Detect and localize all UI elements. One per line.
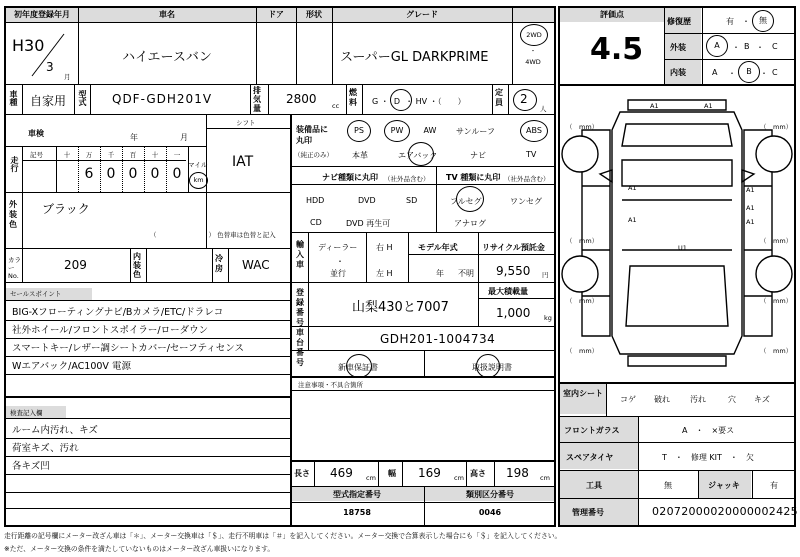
car-name-label: 車名 [78, 8, 256, 21]
inspection-label: 車検 [28, 129, 44, 138]
diagram-mark-4: A1 [628, 216, 637, 224]
inspection-year-unit: 年 [130, 133, 138, 142]
drive-4wd: 4WD [525, 58, 541, 66]
first-reg-label: 初年度登録年月 [6, 8, 78, 21]
navi-dvd: DVD [358, 196, 376, 205]
width-value: 169 [418, 466, 441, 480]
capacity-unit: 人 [540, 105, 547, 113]
seat-hole: 穴 [728, 395, 736, 404]
score-value: 4.5 [590, 32, 644, 67]
navi-sub: （社外品含む） [384, 175, 430, 183]
mileage-digit-3: 0 [128, 166, 138, 182]
spare-options: T ・ 修理 KIT ・ 欠 [662, 453, 754, 462]
interior-c: C [772, 68, 778, 77]
model-year-unit: 年 [436, 269, 444, 278]
interior-dot1: ・ [728, 69, 736, 78]
type-label: 型式指定番号 [333, 490, 381, 499]
class-label: 類別区分番号 [466, 490, 514, 499]
km-circle: km [189, 172, 208, 189]
seat-dirt: 汚れ [690, 395, 706, 404]
sales-point-2: 社外ホイール/フロントスポイラー/ローダウン [12, 325, 209, 336]
recycle-label: リサイクル預託金 [482, 243, 545, 252]
footer-line-1: 走行距離の記号欄にメーター改ざん車は「＊」、メーター交換車は「＄」、走行不明車は「＃」を記入してください。メーター交換で合算表示した場合にも「＄」を記入してください。 [4, 532, 562, 540]
mileage-digit-2: 0 [106, 166, 116, 182]
import-right-h: 右 H [376, 243, 393, 252]
equip-tv: TV [526, 150, 537, 159]
mm-label-1: （ mm） [566, 123, 599, 131]
seat-scratch: キズ [754, 395, 770, 404]
capacity-value: 2 [520, 92, 528, 106]
length-label: 長さ [294, 469, 310, 478]
glass-label: フロントガラス [564, 426, 620, 435]
max-load-label: 最大積載量 [488, 287, 528, 296]
exterior-b: B [744, 42, 750, 51]
import-label: 輸入車 [296, 240, 304, 269]
glass-options: A ・ ×要ス [682, 426, 735, 435]
mileage-unit-3: 百 [129, 151, 137, 159]
exterior-a: A [706, 35, 728, 57]
model-value: QDF-GDH201V [112, 92, 213, 106]
height-unit: cm [540, 474, 550, 482]
height-label: 高さ [470, 469, 486, 478]
tools-value: 無 [664, 481, 672, 490]
exterior-dot1: ・ [732, 43, 740, 52]
tv-oneseg: ワンセグ [510, 197, 542, 206]
exterior-color-note: （ ） 色替車は色替と記入 [150, 231, 276, 239]
aircon-value: WAC [242, 258, 270, 272]
mm-label-3: （ mm） [566, 297, 599, 305]
seat-label: 室内シート [563, 389, 603, 398]
navi-dvd-play: DVD 再生可 [346, 219, 391, 228]
seat-burn: コゲ [620, 395, 636, 404]
color-no-label: カラーNo. [8, 256, 21, 280]
interior-color-label: 内装色 [133, 252, 141, 279]
exterior-label: 外装 [670, 43, 686, 52]
sales-points-label: セールスポイント [10, 290, 62, 298]
inspector-item-3: 各キズ凹 [12, 461, 50, 472]
first-reg-era: H30 [12, 36, 45, 55]
inspector-label: 検査記入欄 [10, 409, 43, 417]
mm-label-8: （ mm） [760, 237, 793, 245]
tv-analog: アナログ [454, 219, 486, 228]
capacity-circle [513, 89, 537, 111]
inspector-item-1: ルーム内汚れ、キズ [12, 425, 98, 436]
height-value: 198 [506, 466, 529, 480]
diagram-mark-1: A1 [650, 102, 659, 110]
mm-label-6: （ mm） [760, 347, 793, 355]
seat-tear: 破れ [654, 395, 670, 404]
type-value: 18758 [343, 508, 371, 517]
mileage-unit-5: 一 [173, 151, 181, 159]
repair-no: 無 [752, 10, 774, 32]
notes-label: 注意事項・不具合箇所 [298, 381, 363, 389]
equip-sunroof: サンルーフ [456, 127, 495, 136]
mileage-label: 走行 [10, 156, 19, 172]
usage-label: 車種 [9, 90, 18, 106]
equipment-sub: （純正のみ） [294, 151, 333, 159]
equip-ps: PS [347, 120, 371, 142]
diagram-mark-3: A1 [628, 184, 637, 192]
mileage-unit-2: 千 [107, 151, 115, 159]
max-load-value: 1,000 [496, 306, 531, 320]
chassis-value: GDH201-1004734 [380, 332, 496, 346]
warranty-manual: 取扱説明書 [472, 363, 512, 372]
management-label: 管理番号 [572, 508, 604, 517]
fuel-label: 燃料 [349, 88, 357, 107]
interior-a: A [712, 68, 718, 77]
management-value: 02072000020000002425 [652, 505, 798, 518]
shift-label: シフト [236, 119, 256, 127]
equip-leather: 本革 [352, 151, 368, 160]
interior-b: B [738, 61, 760, 83]
registration-label: 登録番号 [296, 288, 304, 327]
mileage-unit-0: 十 [63, 151, 71, 159]
sales-point-3: スマートキー/レザー調シートカバー/セーフティセンス [12, 343, 245, 354]
drive-2wd: 2WD [520, 24, 548, 46]
displacement-value: 2800 [286, 92, 317, 106]
mile-label: マイル [188, 161, 208, 169]
import-parallel: 並行 [330, 269, 346, 278]
mileage-sign-label: 記号 [30, 151, 43, 159]
shape-label: 形状 [296, 8, 332, 21]
car-name: ハイエースバン [122, 50, 212, 65]
navi-hdd: HDD [306, 196, 325, 205]
repair-label: 修復歴 [667, 17, 691, 26]
interior-dot2: ・ [760, 69, 768, 78]
tv-fullseg: フルセグ [450, 197, 482, 206]
sales-point-1: BIG-Xフローティングナビ/Bカメラ/ETC/ドラレコ [12, 307, 224, 318]
tools-label: 工具 [586, 481, 602, 490]
recycle-yen: 円 [542, 271, 549, 279]
shift-value: IAT [232, 154, 254, 170]
warranty-new-car: 新車保証書 [338, 363, 378, 372]
aircon-label: 冷房 [215, 254, 223, 273]
jack-label: ジャッキ [708, 481, 740, 490]
drive-dot: ・ [529, 47, 537, 55]
mileage-digit-4: 0 [150, 166, 160, 182]
class-value: 0046 [478, 508, 502, 517]
manual-circle [476, 354, 500, 378]
mileage-digit-5: 0 [172, 166, 182, 182]
equipment-label: 装備品に丸印 [296, 125, 328, 145]
mileage-unit-4: 十 [151, 151, 159, 159]
diagram-mark-6: A1 [746, 204, 755, 212]
usage-value: 自家用 [30, 94, 67, 108]
diagram-mark-7: A1 [746, 218, 755, 226]
diagram-mark-2: A1 [704, 102, 713, 110]
inspection-month-unit: 月 [180, 133, 188, 142]
tv-sub: （社外品含む） [504, 175, 550, 183]
length-unit: cm [366, 474, 376, 482]
equip-abs: ABS [520, 120, 548, 142]
model-year-label: モデル年式 [418, 243, 458, 252]
navi-label: ナビ種類に丸印 [322, 173, 378, 182]
mm-label-7: （ mm） [566, 237, 599, 245]
mm-label-2: （ mm） [760, 123, 793, 131]
model-label: 型式 [78, 90, 87, 106]
inspector-item-2: 荷室キズ、汚れ [12, 443, 79, 454]
max-load-unit: kg [544, 314, 552, 322]
diagram-mark-5: A1 [746, 186, 755, 194]
repair-yes: 有 [726, 17, 734, 26]
first-reg-month: 3 [46, 60, 54, 74]
equip-navi: ナビ [470, 151, 486, 160]
mileage-digit-1: 6 [84, 166, 94, 182]
door-label: ドア [256, 8, 296, 21]
warranty-circle [346, 354, 372, 378]
mm-label-5: （ mm） [566, 347, 599, 355]
spare-label: スペアタイヤ [566, 453, 614, 462]
equip-pw: PW [384, 120, 410, 142]
registration-value: 山梨430と7007 [352, 300, 449, 315]
navi-sd: SD [406, 196, 418, 205]
car-diagram [560, 90, 794, 376]
navi-cd: CD [310, 218, 322, 227]
tv-fullseg-circle [456, 186, 484, 212]
exterior-dot2: ・ [756, 43, 764, 52]
score-label: 評価点 [560, 8, 664, 21]
tv-label: TV 種類に丸印 [446, 173, 501, 182]
equip-airbag-circle [408, 142, 434, 166]
fuel-diesel-circle [390, 89, 412, 111]
displacement-label: 排気量 [253, 86, 261, 113]
import-dealer: ディーラー [318, 243, 358, 252]
sales-point-4: Wエアバック/AC100V 電源 [12, 361, 131, 372]
interior-label: 内装 [670, 68, 686, 77]
mileage-unit-1: 万 [85, 151, 93, 159]
equip-aw: AW [423, 126, 437, 135]
exterior-color-value: ブラック [42, 202, 90, 216]
cc-unit: cc [332, 102, 340, 110]
capacity-label: 定員 [495, 88, 503, 107]
recycle-value: 9,550 [496, 264, 531, 278]
exterior-c: C [772, 42, 778, 51]
chassis-label: 車台番号 [296, 328, 304, 367]
length-value: 469 [330, 466, 353, 480]
import-dot: ・ [336, 257, 344, 266]
diagram-mark-8: U1 [678, 244, 687, 252]
model-year-unknown: 不明 [458, 269, 474, 278]
fuel-options: G ・ D ・ HV ・（ ） [372, 97, 466, 106]
import-left-h: 左 H [376, 269, 393, 278]
exterior-color-label: 外装色 [9, 200, 17, 229]
equip-airbag: エアバック [398, 151, 438, 160]
footer-line-2: ※ただ、メーター交換の条件を満たしていないものはメーター改ざん車扱いになります。 [4, 545, 275, 553]
jack-value: 有 [770, 481, 778, 490]
repair-dot: ・ [742, 17, 750, 26]
grade-value: スーパーGL DARKPRIME [340, 50, 489, 65]
month-unit: 月 [64, 73, 71, 81]
color-no-value: 209 [64, 258, 87, 272]
width-label: 幅 [388, 469, 396, 478]
grade-label: グレード [332, 8, 512, 21]
width-unit: cm [454, 474, 464, 482]
mm-label-4: （ mm） [760, 297, 793, 305]
